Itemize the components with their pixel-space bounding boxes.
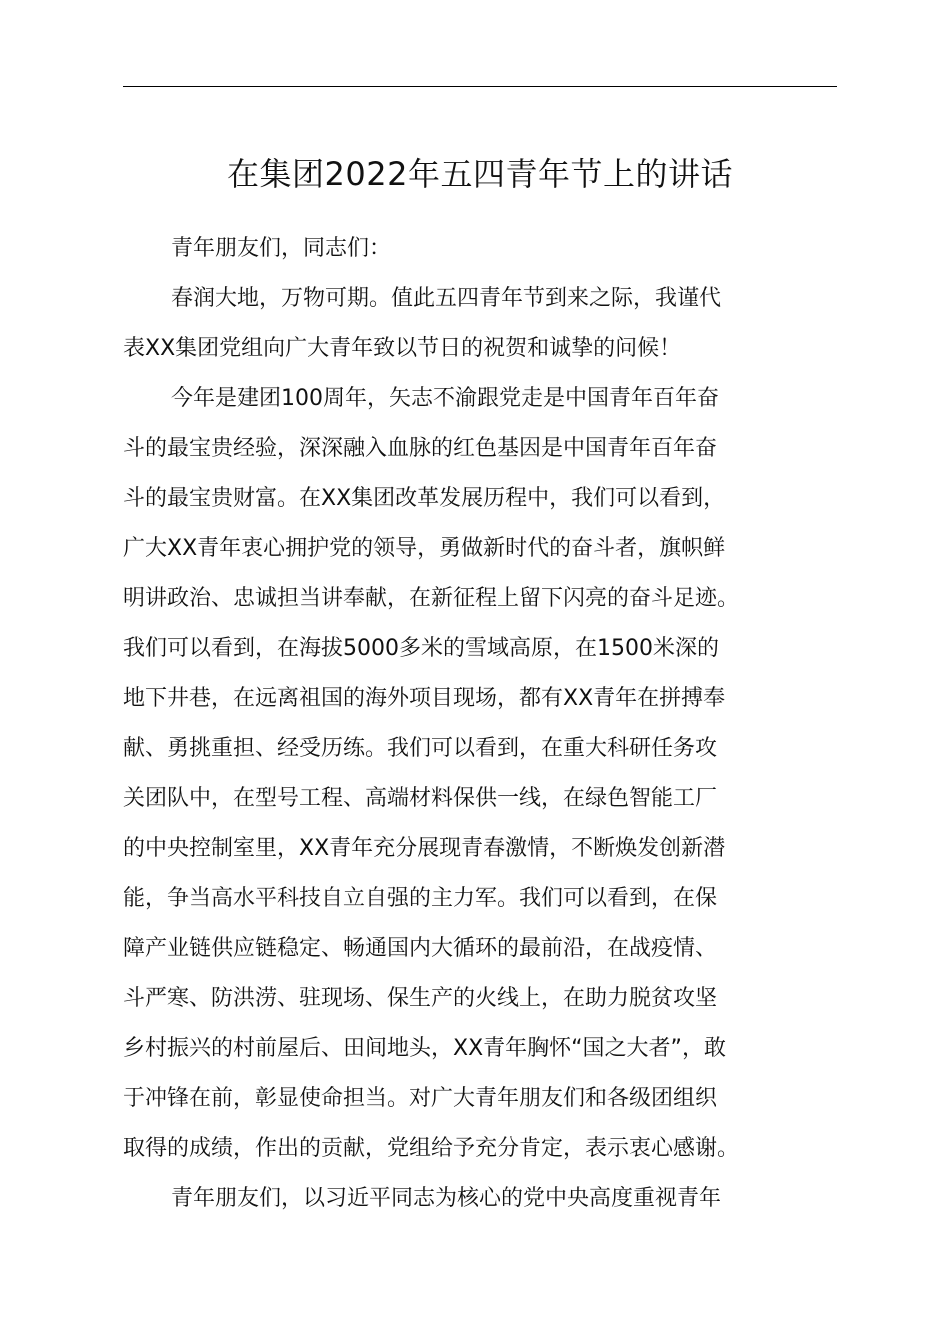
paragraph-main xyxy=(123,374,843,1174)
text-line: 青年朋友们，同志们： xyxy=(171,236,392,261)
text-line: 斗的最宝贵经验，深深融入血脉的红色基因是中国青年百年奋 xyxy=(123,436,718,461)
text-line: 关团队中，在型号工程、高端材料保供一线，在绿色智能工厂 xyxy=(123,786,718,811)
text-line: 广大XX青年衷心拥护党的领导，勇做新时代的奋斗者，旗帜鲜 xyxy=(123,536,726,561)
text-line: 今年是建团100周年，矢志不渝跟党走是中国青年百年奋 xyxy=(171,386,719,411)
text-line: 的中央控制室里，XX青年充分展现青春激情，不断焕发创新潜 xyxy=(123,836,726,861)
text-line: 能，争当高水平科技自立自强的主力军。我们可以看到，在保 xyxy=(123,886,718,911)
text-line: 地下井巷，在远离祖国的海外项目现场，都有XX青年在拼搏奉 xyxy=(123,686,726,711)
text-line: 取得的成绩，作出的贡献，党组给予充分肯定，表示衷心感谢。 xyxy=(123,1136,740,1161)
paragraph-greeting xyxy=(123,224,843,274)
text-line: 乡村振兴的村前屋后、田间地头，XX青年胸怀“国之大者”，敢 xyxy=(123,1036,726,1061)
text-line: 斗的最宝贵财富。在XX集团改革发展历程中，我们可以看到， xyxy=(123,486,726,511)
text-line: 我们可以看到，在海拔5000多米的雪域高原，在1500米深的 xyxy=(123,636,719,661)
text-line: 障产业链供应链稳定、畅通国内大循环的最前沿，在战疫情、 xyxy=(123,936,718,961)
paragraph-opening xyxy=(123,274,843,374)
document-title: 在集团2022年五四青年节上的讲话 xyxy=(227,155,733,193)
text-line: 青年朋友们，以习近平同志为核心的党中央高度重视青年 xyxy=(171,1186,722,1211)
document-body xyxy=(123,224,843,1224)
text-line: 献、勇挑重担、经受历练。我们可以看到，在重大科研任务攻 xyxy=(123,736,718,761)
text-line: 春润大地，万物可期。值此五四青年节到来之际，我谨代 xyxy=(171,286,722,311)
paragraph-closing xyxy=(123,1174,843,1224)
text-line: 于冲锋在前，彰显使命担当。对广大青年朋友们和各级团组织 xyxy=(123,1086,718,1111)
text-line: 表XX集团党组向广大青年致以节日的祝贺和诚挚的问候！ xyxy=(123,336,682,361)
header-rule xyxy=(123,86,837,87)
text-line: 明讲政治、忠诚担当讲奉献，在新征程上留下闪亮的奋斗足迹。 xyxy=(123,586,740,611)
text-line: 斗严寒、防洪涝、驻现场、保生产的火线上，在助力脱贫攻坚 xyxy=(123,986,718,1011)
